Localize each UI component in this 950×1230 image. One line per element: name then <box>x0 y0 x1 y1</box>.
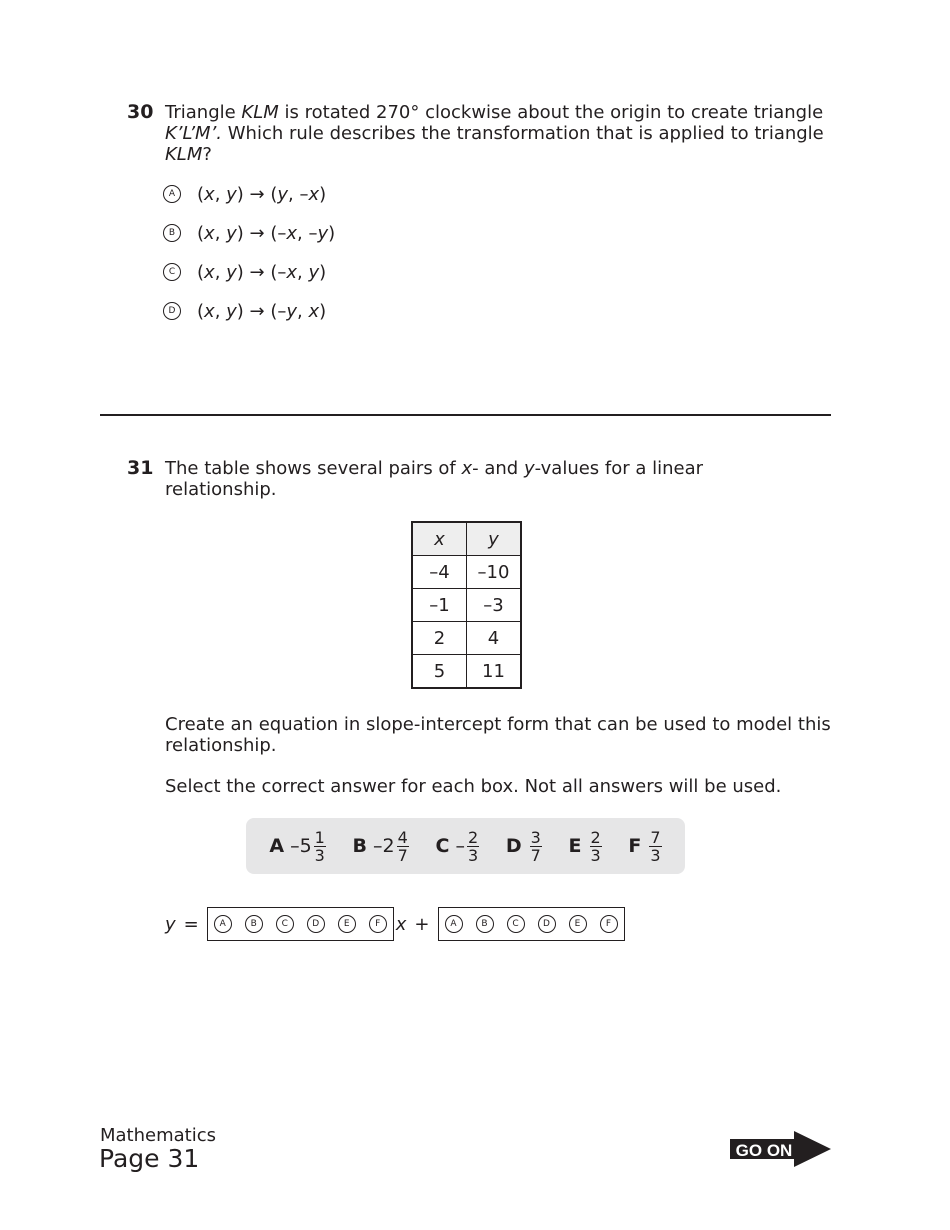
slope-bubble-f[interactable]: F <box>369 915 387 933</box>
slope-bubble-c[interactable]: C <box>276 915 294 933</box>
footer-subject: Mathematics <box>100 1125 216 1146</box>
question-number: 30 <box>127 101 154 123</box>
instruction-text: Select the correct answer for each box. Not all answers will be used. <box>165 776 782 797</box>
equation-x-term: x <box>395 913 407 935</box>
equals-sign: = <box>183 913 199 935</box>
slope-bubble-b[interactable]: B <box>245 915 263 933</box>
table-cell: 2 <box>412 622 467 655</box>
bubble-a[interactable]: A <box>163 185 181 203</box>
bubble-c[interactable]: C <box>163 263 181 281</box>
intercept-bubble-b[interactable]: B <box>476 915 494 933</box>
equation-lhs: y <box>165 913 176 935</box>
question-number: 31 <box>127 457 154 479</box>
option-rule: (x, y) → (–y, x) <box>197 300 327 322</box>
option-rule: (x, y) → (–x, y) <box>197 261 327 283</box>
table-cell: 4 <box>467 622 522 655</box>
slope-bubble-a[interactable]: A <box>214 915 232 933</box>
go-on-arrow-icon <box>730 1131 832 1167</box>
equation-prompt: Create an equation in slope-intercept form that can be used to model this relationship. <box>165 714 831 756</box>
bubble-d[interactable]: D <box>163 302 181 320</box>
answer-option-a[interactable] <box>163 183 326 205</box>
choice-c: C – $\frac{2}{3}$ <box>435 827 479 865</box>
section-divider <box>100 414 831 416</box>
choice-e: E $\frac{2}{3}$ <box>568 827 601 865</box>
answer-choices-bank <box>246 818 685 874</box>
table-row <box>412 556 521 589</box>
table-cell: –1 <box>412 589 467 622</box>
fraction: $\frac{1}{3}$ <box>314 827 325 865</box>
intercept-bubble-c[interactable]: C <box>507 915 525 933</box>
bubble-b[interactable]: B <box>163 224 181 242</box>
slope-bubble-d[interactable]: D <box>307 915 325 933</box>
table-row <box>412 622 521 655</box>
table-row <box>412 655 521 689</box>
fraction: $\frac{2}{3}$ <box>467 827 479 865</box>
go-on-label: GO ON <box>735 1141 793 1160</box>
option-rule: (x, y) → (–x, –y) <box>197 222 336 244</box>
table-cell: 11 <box>467 655 522 689</box>
table-cell: –3 <box>467 589 522 622</box>
choice-b: B – 2 $\frac{4}{7}$ <box>352 827 408 865</box>
fraction: $\frac{2}{3}$ <box>590 827 601 865</box>
answer-option-b[interactable] <box>163 222 335 244</box>
choice-a: A – 5 $\frac{1}{3}$ <box>269 827 325 865</box>
slope-bubble-e[interactable]: E <box>338 915 356 933</box>
fraction: $\frac{3}{7}$ <box>530 827 541 865</box>
fraction: $\frac{7}{3}$ <box>650 827 661 865</box>
page-number: Page 31 <box>99 1144 200 1173</box>
table-cell: –10 <box>467 556 522 589</box>
table-header-row <box>412 522 521 556</box>
column-header-x: x <box>412 522 467 556</box>
answer-option-d[interactable] <box>163 300 326 322</box>
question-text: The table shows several pairs of x- and y-values for a linear relationship. <box>165 458 704 500</box>
choice-f: F $\frac{7}{3}$ <box>628 827 661 865</box>
xy-table <box>411 521 522 689</box>
option-rule: (x, y) → (y, –x) <box>197 183 327 205</box>
intercept-answer-box <box>438 907 625 941</box>
column-header-y: y <box>467 522 522 556</box>
intercept-bubble-d[interactable]: D <box>538 915 556 933</box>
table-cell: –4 <box>412 556 467 589</box>
plus-sign: + <box>414 913 430 935</box>
slope-answer-box <box>207 907 394 941</box>
question-text: Triangle KLM is rotated 270° clockwise about the origin to create triangle K’L’M’. Which rule describes the transformation that is applied to triangle KLM? <box>165 102 824 165</box>
equation-row <box>165 906 625 942</box>
table-row <box>412 589 521 622</box>
intercept-bubble-e[interactable]: E <box>569 915 587 933</box>
table-cell: 5 <box>412 655 467 689</box>
answer-option-c[interactable] <box>163 261 326 283</box>
intercept-bubble-f[interactable]: F <box>600 915 618 933</box>
fraction: $\frac{4}{7}$ <box>397 827 408 865</box>
choice-d: D $\frac{3}{7}$ <box>505 827 541 865</box>
intercept-bubble-a[interactable]: A <box>445 915 463 933</box>
